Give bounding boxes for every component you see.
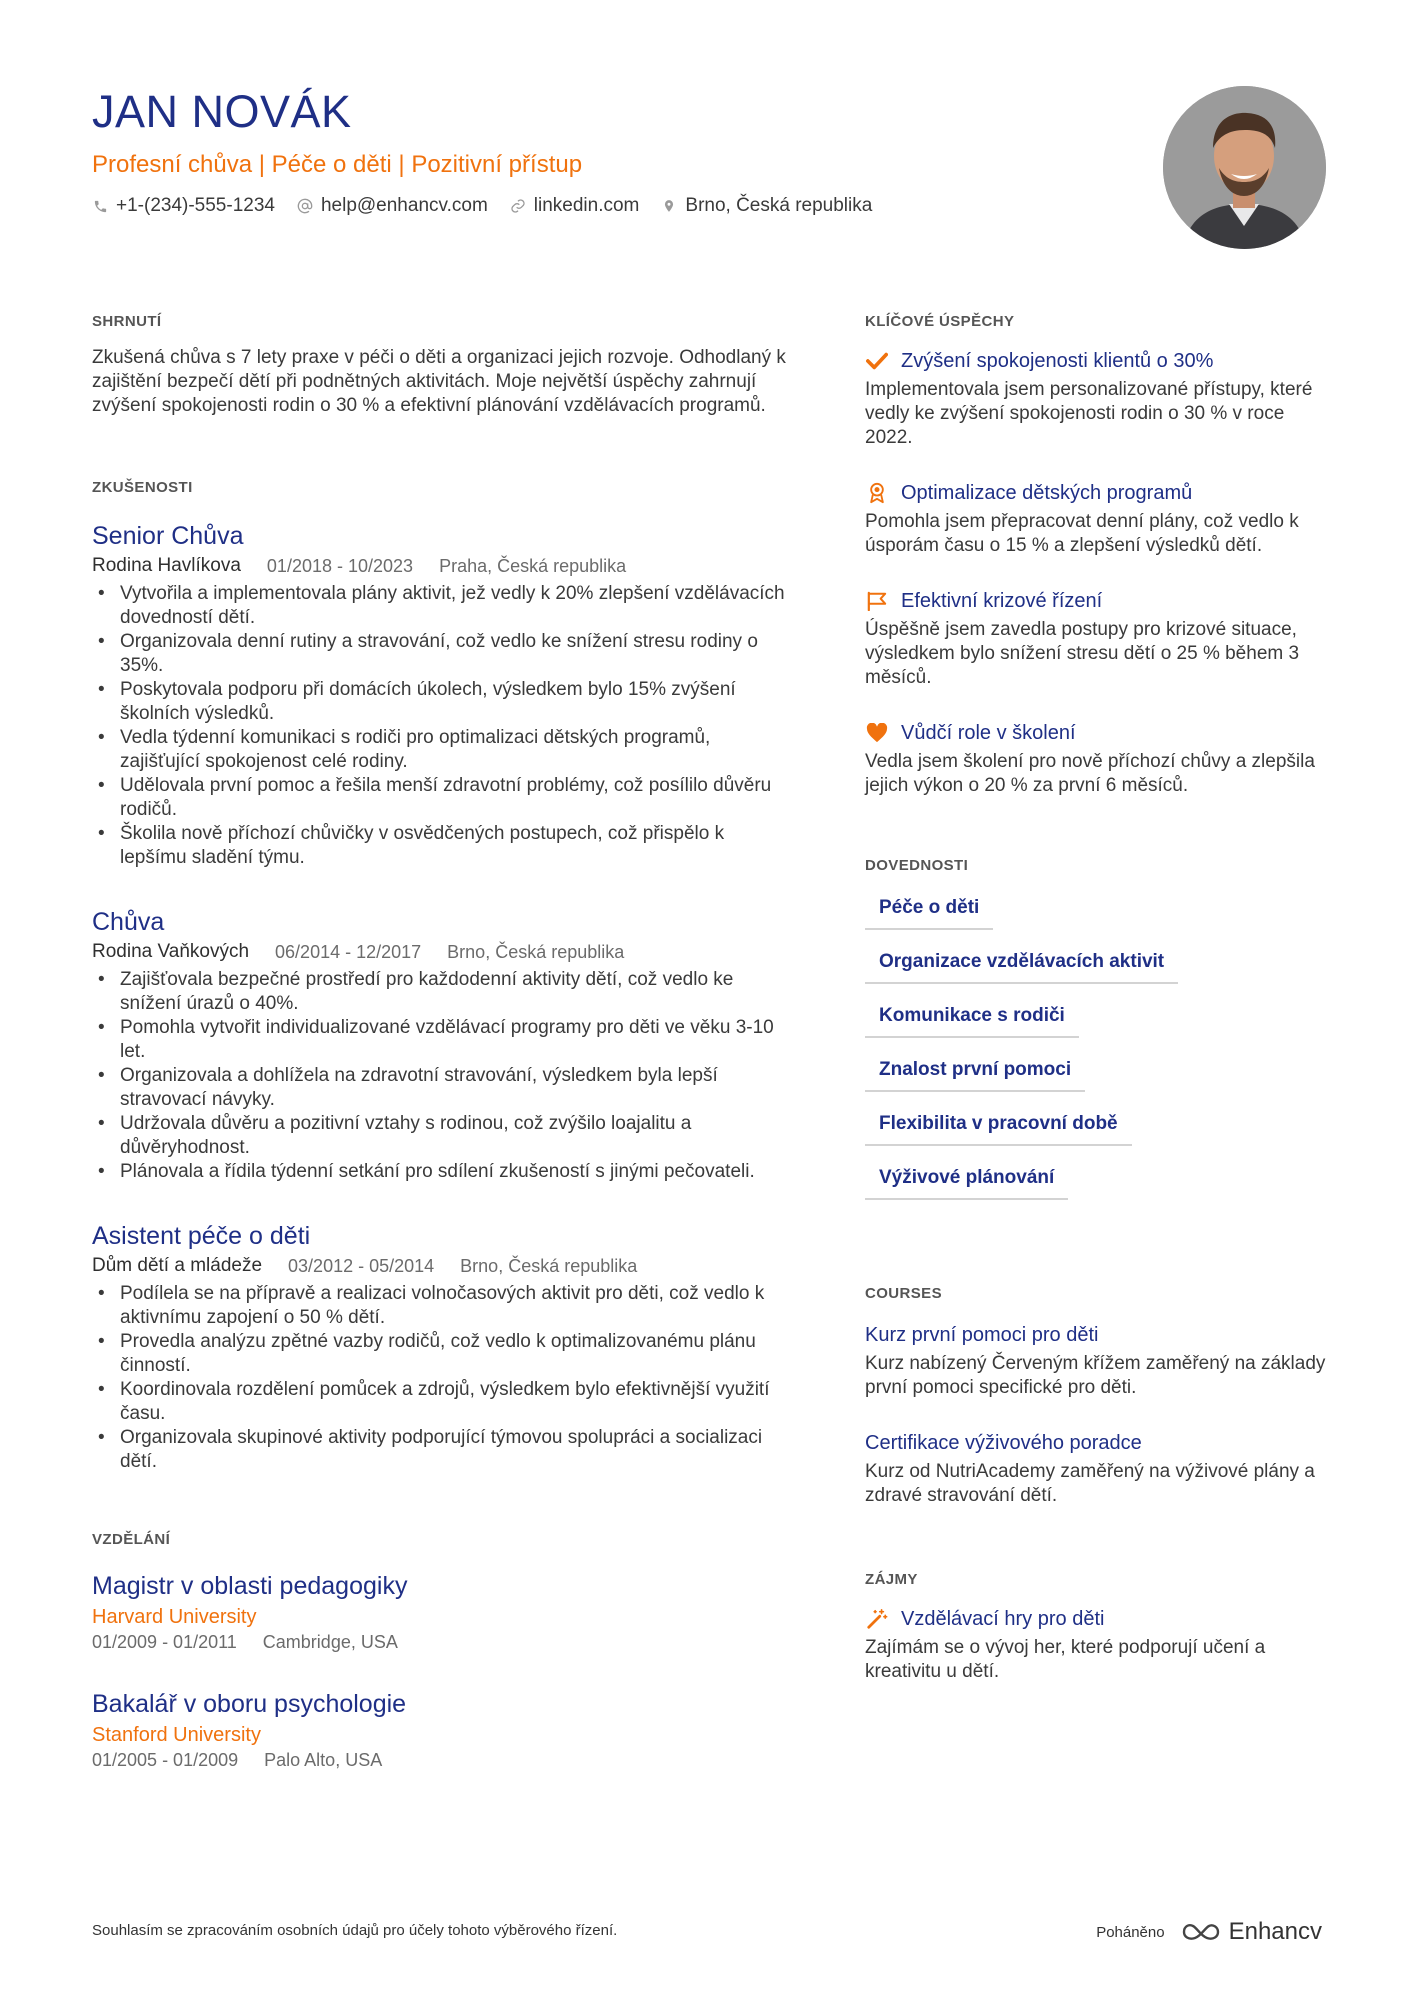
interest-desc: Zajímám se o vývoj her, které podporují učení a kreativitu u dětí. bbox=[865, 1637, 1266, 1682]
award-icon bbox=[865, 481, 889, 505]
course-item bbox=[865, 1322, 1335, 1400]
achievements-section bbox=[865, 312, 1335, 798]
powered-by-text: Poháněno bbox=[1096, 1923, 1165, 1941]
contact-phone bbox=[92, 194, 275, 218]
job-meta bbox=[92, 940, 792, 964]
achievement-title: Efektivní krizové řízení bbox=[901, 590, 1103, 612]
enhancv-logo[interactable] bbox=[1181, 1918, 1322, 1946]
job-bullet: • Organizovala a dohlížela na zdravotní stravování, výsledkem byla lepší stravovací návyky. bbox=[92, 1064, 792, 1112]
resume-header bbox=[92, 84, 1142, 218]
achievement-item bbox=[865, 588, 1335, 690]
achievement-header bbox=[865, 588, 1335, 614]
school-name: Harvard University bbox=[92, 1606, 257, 1628]
course-desc: Kurz od NutriAcademy zaměřený na výživové plány a zdravé stravování dětí. bbox=[865, 1461, 1315, 1506]
job-title: Asistent péče o děti bbox=[92, 1222, 311, 1250]
job-bullet: • Organizovala skupinové aktivity podporující týmovou spolupráci a socializaci dětí. bbox=[92, 1426, 792, 1474]
job-title: Chůva bbox=[92, 908, 165, 936]
heart-icon bbox=[865, 721, 889, 745]
courses-title: COURSES bbox=[865, 1285, 942, 1302]
education-location: Cambridge, USA bbox=[262, 1632, 398, 1652]
education-meta bbox=[92, 1630, 792, 1654]
education-title: VZDĚLÁNÍ bbox=[92, 1531, 171, 1548]
school-name: Stanford University bbox=[92, 1724, 261, 1746]
education-dates: 01/2005 - 01/2009 bbox=[92, 1750, 239, 1770]
job-entry bbox=[92, 520, 792, 870]
job-entry bbox=[92, 906, 792, 1184]
education-entry bbox=[92, 1570, 792, 1654]
skills-list bbox=[865, 892, 1335, 1200]
degree-title: Magistr v oblasti pedagogiky bbox=[92, 1572, 408, 1600]
job-location: Brno, Česká republika bbox=[460, 1256, 638, 1276]
job-dates: 06/2014 - 12/2017 bbox=[275, 942, 422, 962]
achievement-title: Zvýšení spokojenosti klientů o 30% bbox=[901, 350, 1214, 372]
contact-email[interactable] bbox=[297, 194, 488, 218]
job-bullet: • Zajišťovala bezpečné prostředí pro každodenní aktivity dětí, což vedlo ke snížení úrazů o 40%. bbox=[92, 968, 792, 1016]
achievement-desc: Vedla jsem školení pro nově příchozí chůvy a zlepšila jejich výkon o 20 % za první 6 měsíců. bbox=[865, 751, 1315, 796]
education-meta bbox=[92, 1748, 792, 1772]
achievement-header bbox=[865, 348, 1335, 374]
job-bullet: • Organizovala denní rutiny a stravování, což vedlo ke snížení stresu rodiny o 35%. bbox=[92, 630, 792, 678]
contact-linkedin[interactable] bbox=[510, 194, 640, 218]
job-dates: 03/2012 - 05/2014 bbox=[288, 1256, 435, 1276]
skill-tag: Organizace vzdělávacích aktivit bbox=[865, 946, 1178, 984]
candidate-headline: Profesní chůva | Péče o děti | Pozitivní přístup bbox=[92, 151, 583, 178]
achievement-title: Vůdčí role v školení bbox=[901, 722, 1076, 744]
skills-title: DOVEDNOSTI bbox=[865, 857, 969, 874]
course-item bbox=[865, 1430, 1335, 1508]
job-title: Senior Chůva bbox=[92, 522, 244, 550]
job-bullet: • Poskytovala podporu při domácích úkolech, výsledkem bylo 15% zvýšení školních výsledků. bbox=[92, 678, 792, 726]
job-bullets bbox=[92, 968, 792, 1184]
course-title: Certifikace výživového poradce bbox=[865, 1432, 1142, 1454]
achievements-title: KLÍČOVÉ ÚSPĚCHY bbox=[865, 313, 1015, 330]
achievement-desc: Implementovala jsem personalizované přístupy, které vedly ke zvýšení spokojenosti rodin o 30 % v roce 2022. bbox=[865, 379, 1313, 448]
skill-tag: Komunikace s rodiči bbox=[865, 1000, 1079, 1038]
check-icon bbox=[865, 349, 889, 373]
email-text[interactable]: help@enhancv.com bbox=[320, 195, 488, 216]
enhancv-logo-text: Enhancv bbox=[1228, 1918, 1322, 1945]
degree-title: Bakalář v oboru psychologie bbox=[92, 1690, 407, 1718]
summary-section bbox=[92, 312, 792, 418]
job-company: Rodina Havlíkova bbox=[92, 555, 241, 576]
job-bullet: • Provedla analýzu zpětné vazby rodičů, což vedlo k optimalizovanému plánu činností. bbox=[92, 1330, 792, 1378]
achievement-item bbox=[865, 720, 1335, 798]
phone-text: +1-(234)-555-1234 bbox=[116, 195, 275, 216]
education-dates: 01/2009 - 01/2011 bbox=[92, 1632, 237, 1652]
skill-tag: Výživové plánování bbox=[865, 1162, 1068, 1200]
profile-photo bbox=[1163, 86, 1326, 249]
summary-text: Zkušená chůva s 7 lety praxe v péči o děti a organizaci jejich rozvoje. Odhodlaný k zajištění bezpečí dětí při podnětných aktivitách. Moje největší úspěchy zahrnují zvýšení spokojenosti rodin o 30 % a efektivní plánování vzdělávacích programů. bbox=[92, 347, 786, 416]
job-bullet: • Vytvořila a implementovala plány aktivit, jež vedly k 20% zlepšení vzdělávacích dovedností dětí. bbox=[92, 582, 792, 630]
enhancv-logo-icon bbox=[1181, 1921, 1221, 1943]
at-icon bbox=[297, 198, 313, 214]
contact-location bbox=[661, 194, 872, 218]
education-location: Palo Alto, USA bbox=[264, 1750, 383, 1770]
skill-tag: Znalost první pomoci bbox=[865, 1054, 1085, 1092]
location-text: Brno, Česká republika bbox=[685, 195, 873, 216]
job-meta bbox=[92, 554, 792, 578]
job-bullet: • Udělovala první pomoc a řešila menší zdravotní problémy, což posílilo důvěru rodičů. bbox=[92, 774, 792, 822]
achievement-item bbox=[865, 480, 1335, 558]
job-meta bbox=[92, 1254, 792, 1278]
interest-title: Vzdělávací hry pro děti bbox=[901, 1608, 1105, 1630]
right-column bbox=[865, 312, 1335, 1684]
achievement-desc: Pomohla jsem přepracovat denní plány, což vedlo k úsporám času o 15 % a zlepšení výsledků dětí. bbox=[865, 511, 1299, 556]
achievement-item bbox=[865, 348, 1335, 450]
interests-section bbox=[865, 1570, 1335, 1684]
linkedin-text[interactable]: linkedin.com bbox=[533, 195, 640, 216]
location-pin-icon bbox=[661, 198, 677, 214]
interest-header bbox=[865, 1606, 1335, 1632]
job-company: Rodina Vaňkových bbox=[92, 941, 250, 962]
skills-section bbox=[865, 856, 1335, 1200]
achievement-title: Optimalizace dětských programů bbox=[901, 482, 1193, 504]
job-bullet: • Koordinovala rozdělení pomůcek a zdrojů, výsledkem bylo efektivnější využití času. bbox=[92, 1378, 792, 1426]
phone-icon bbox=[92, 198, 108, 214]
job-company: Dům dětí a mládeže bbox=[92, 1255, 263, 1276]
experience-section bbox=[92, 478, 792, 1474]
flag-icon bbox=[865, 589, 889, 613]
job-bullet: • Vedla týdenní komunikaci s rodiči pro optimalizaci dětských programů, zajišťující spokojenost celé rodiny. bbox=[92, 726, 792, 774]
education-entry bbox=[92, 1688, 792, 1772]
job-dates: 01/2018 - 10/2023 bbox=[266, 556, 414, 576]
achievement-header bbox=[865, 720, 1335, 746]
education-section bbox=[92, 1530, 792, 1772]
job-entry bbox=[92, 1220, 792, 1474]
courses-section bbox=[865, 1284, 1335, 1508]
job-location: Brno, Česká republika bbox=[447, 942, 625, 962]
course-desc: Kurz nabízený Červeným křížem zaměřený na základy první pomoci specifické pro děti. bbox=[865, 1353, 1326, 1398]
job-location: Praha, Česká republika bbox=[439, 556, 627, 576]
job-bullets bbox=[92, 582, 792, 870]
job-bullet: • Podílela se na přípravě a realizaci volnočasových aktivit pro děti, což vedlo k aktivnímu zapojení o 50 % dětí. bbox=[92, 1282, 792, 1330]
interests-title: ZÁJMY bbox=[865, 1571, 918, 1588]
link-icon bbox=[510, 198, 526, 214]
job-bullets bbox=[92, 1282, 792, 1474]
job-bullet: • Plánovala a řídila týdenní setkání pro sdílení zkušeností s jinými pečovateli. bbox=[92, 1160, 792, 1184]
skill-tag: Flexibilita v pracovní době bbox=[865, 1108, 1132, 1146]
job-bullet: • Udržovala důvěru a pozitivní vztahy s rodinou, což zvýšilo loajalitu a důvěryhodnost. bbox=[92, 1112, 792, 1160]
magic-wand-icon bbox=[865, 1607, 889, 1631]
contact-list bbox=[92, 194, 1142, 218]
left-column bbox=[92, 312, 792, 1772]
course-title: Kurz první pomoci pro děti bbox=[865, 1324, 1099, 1346]
candidate-name: JAN NOVÁK bbox=[92, 86, 352, 137]
skill-tag: Péče o děti bbox=[865, 892, 993, 930]
footer-branding bbox=[1096, 1918, 1322, 1946]
experience-title: ZKUŠENOSTI bbox=[92, 479, 193, 496]
achievement-desc: Úspěšně jsem zavedla postupy pro krizové situace, výsledkem bylo snížení stresu dětí o 25 % během 3 měsíců. bbox=[865, 619, 1300, 688]
job-bullet: • Školila nově příchozí chůvičky v osvědčených postupech, což přispělo k lepšímu sladění týmu. bbox=[92, 822, 792, 870]
achievement-header bbox=[865, 480, 1335, 506]
job-bullet: • Pomohla vytvořit individualizované vzdělávací programy pro děti ve věku 3-10 let. bbox=[92, 1016, 792, 1064]
interest-item bbox=[865, 1606, 1335, 1684]
consent-text: Souhlasím se zpracováním osobních údajů pro účely tohoto výběrového řízení. bbox=[92, 1922, 618, 1939]
summary-title: SHRNUTÍ bbox=[92, 313, 162, 330]
